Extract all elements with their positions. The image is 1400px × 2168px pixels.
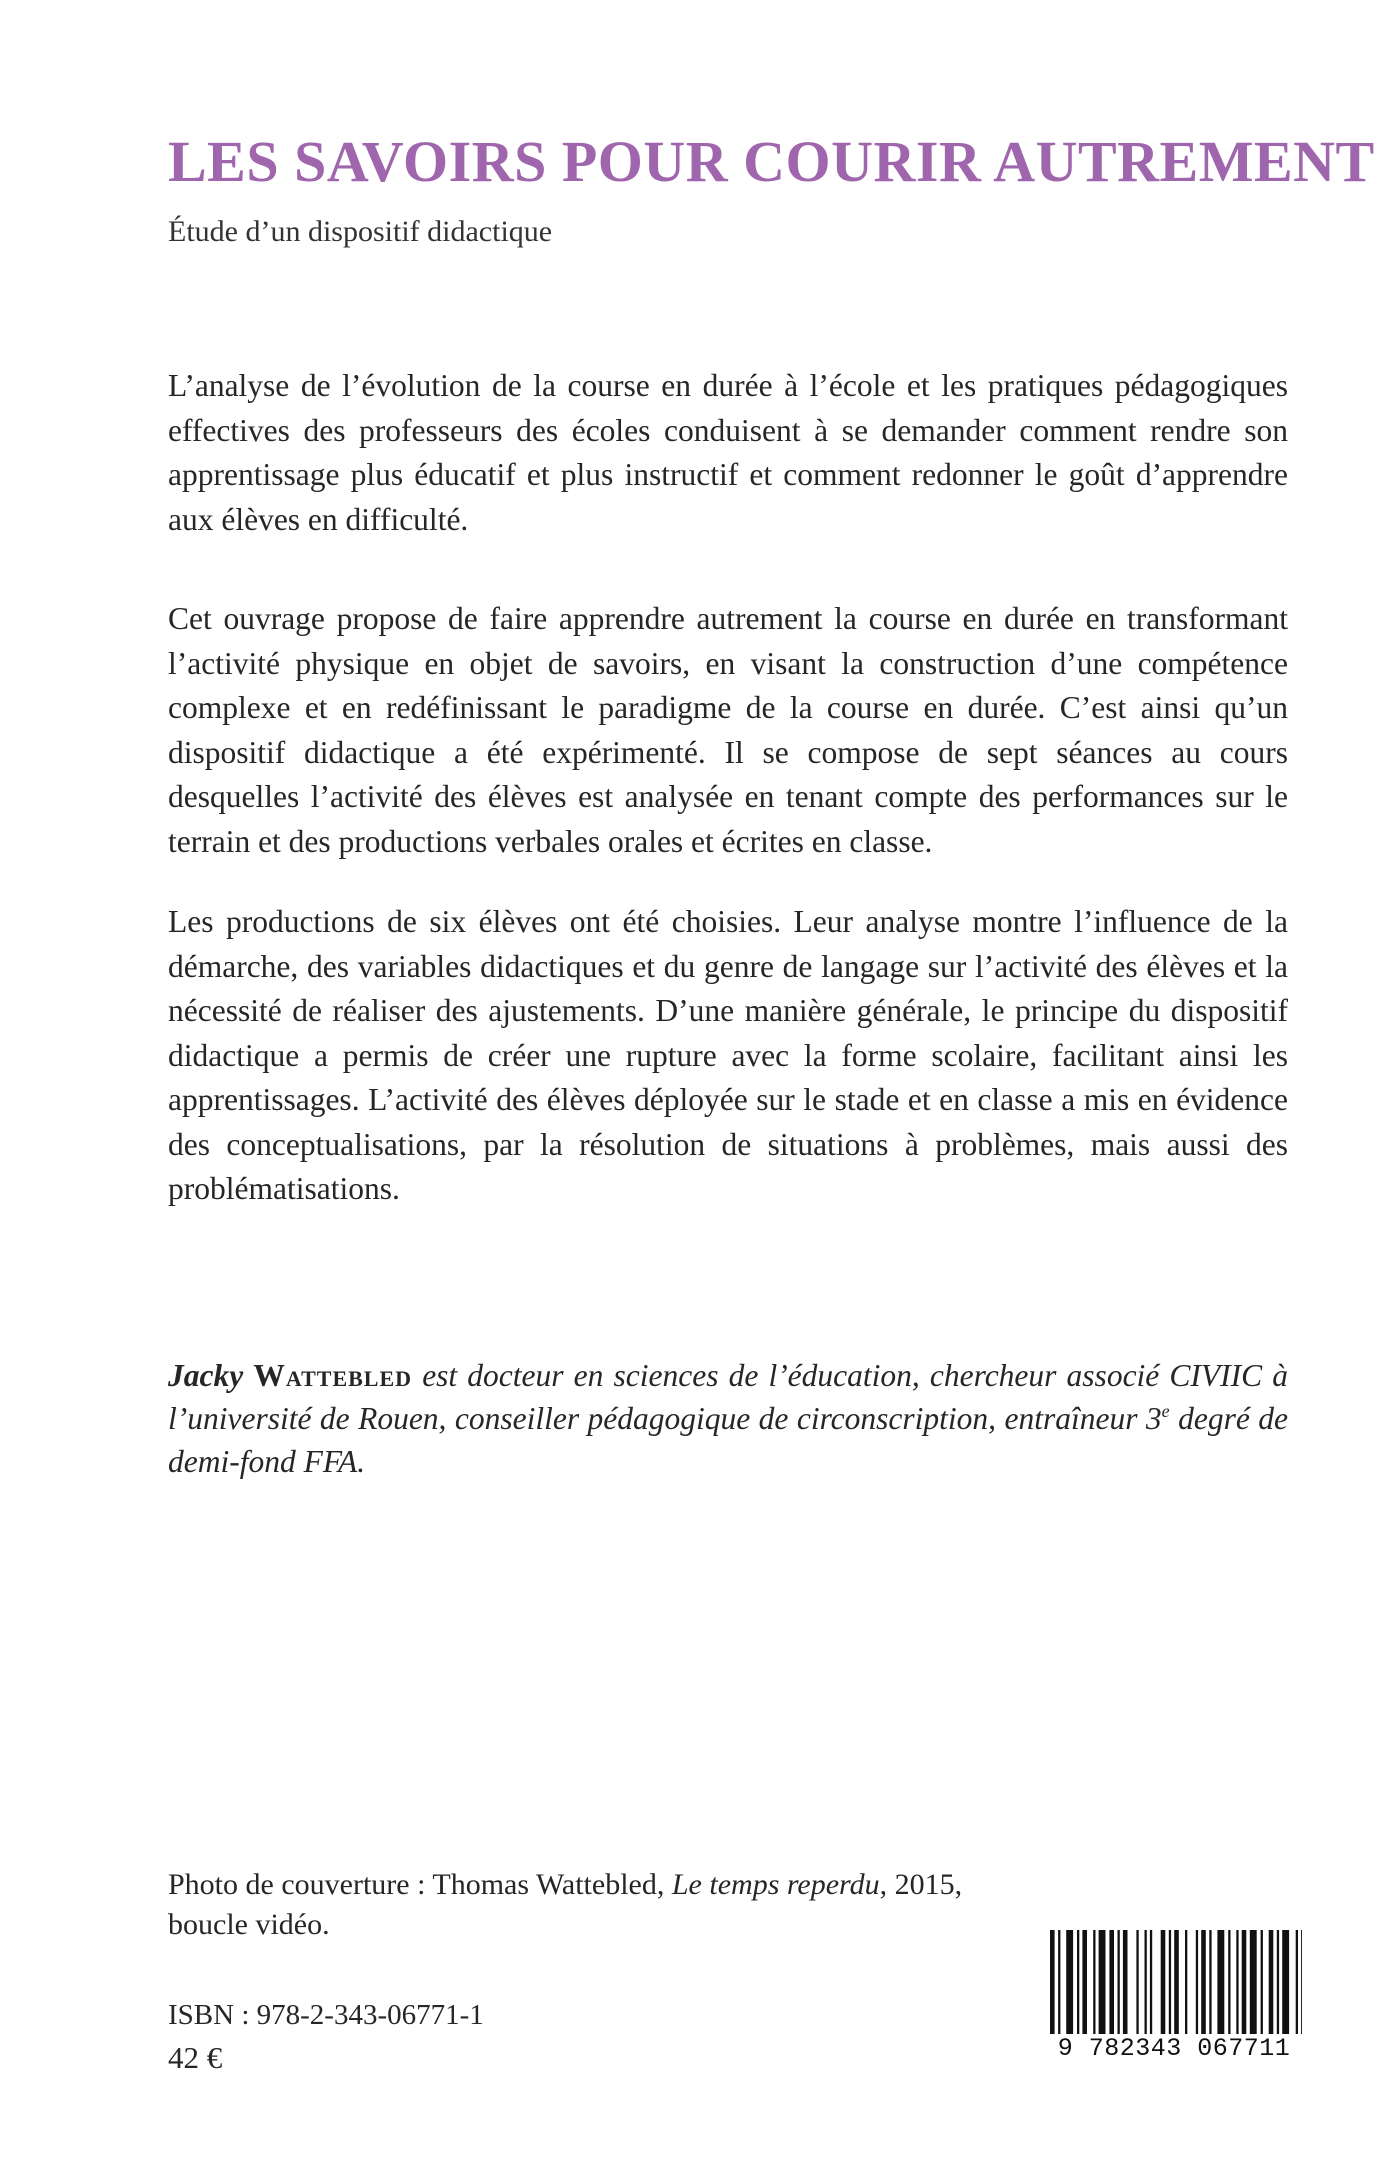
barcode-bar (1296, 1930, 1298, 2034)
barcode-bar (1118, 1930, 1120, 2034)
photo-credit-work-title: Le temps reperdu (671, 1868, 880, 1901)
barcode-bar (1161, 1930, 1166, 2034)
barcode-bar (1236, 1930, 1238, 2034)
barcode-bar (1228, 1930, 1230, 2034)
barcode-bar (1099, 1930, 1106, 2034)
barcode-bar (1196, 1930, 1198, 2034)
barcode-bar (1174, 1930, 1179, 2034)
barcode-bar (1301, 1930, 1302, 2034)
barcode-digits: 9 782343 067711 (1046, 2034, 1302, 2063)
author-bio-text: est docteur en sciences de l’éducation, chercheur associé CIVIIC à l’université de Rouen, conseiller pédagogique de circonscription, entraîneur 3 (168, 1358, 1289, 1436)
barcode-bar (1169, 1930, 1171, 2034)
barcode-bar (1082, 1930, 1087, 2034)
summary-paragraph: Cet ouvrage propose de faire apprendre autrement la course en durée en transformant l’activité physique en objet de savoirs, en visant la construction d’une compétence complexe et en redéfinissant le paradigme de la course en durée. C’est ainsi qu’un dispositif didactique a été expérimenté. Il se compose de sept séances au cours desquelles l’activité des élèves est analysée en tenant compte des performances sur le terrain et des productions verbales orales et écrites en classe. (168, 601, 1288, 859)
barcode-bar (1282, 1930, 1289, 2034)
barcode-bar (1077, 1930, 1079, 2034)
barcode-bar (1058, 1930, 1060, 2034)
barcode-bar (1250, 1930, 1257, 2034)
photo-credit-suffix: , 2015, boucle vidéo. (168, 1868, 963, 1941)
photo-credit (168, 1865, 968, 1945)
barcode-bar (1217, 1930, 1224, 2034)
summary-paragraph: Les productions de six élèves ont été choisies. Leur analyse montre l’influence de la démarche, des variables didactiques et du genre de langage sur l’activité des élèves et la nécessité de réaliser des ajustements. D’une manière générale, le principe du dispositif didactique a permis de créer une rupture avec la forme scolaire, facilitant ainsi les apprentissages. L’activité des élèves déployée sur le stade et en classe a mis en évidence des conceptualisations, par la résolution de situations à problèmes, mais aussi des problématisations. (168, 904, 1288, 1206)
barcode-bar (1093, 1930, 1095, 2034)
barcode-bar (1277, 1930, 1279, 2034)
barcode-bar (1123, 1930, 1128, 2034)
author-last-name: Wattebled (253, 1358, 413, 1393)
barcode-bars (1046, 1930, 1302, 2034)
barcode-bar (1201, 1930, 1206, 2034)
author-bio-text-end: degré de demi-fond FFA. (168, 1401, 1288, 1479)
barcode-bar (1242, 1930, 1247, 2034)
barcode-bar (1145, 1930, 1147, 2034)
book-title: LES SAVOIRS POUR COURIR AUTREMENT (168, 129, 1375, 194)
barcode-bar (1136, 1930, 1138, 2034)
ordinal-superscript: e (1161, 1401, 1170, 1421)
barcode-bar (1150, 1930, 1152, 2034)
price: 42 € (168, 2040, 223, 2075)
barcode-bar (1261, 1930, 1263, 2034)
summary-paragraph: L’analyse de l’évolution de la course en durée à l’école et les pratiques pédagogiques effectives des professeurs des écoles conduisent à se demander comment rendre son apprentissage plus éducatif et plus instructif et comment redonner le goût d’apprendre aux élèves en difficulté. (168, 368, 1288, 537)
barcode-bar (1185, 1930, 1187, 2034)
isbn: ISBN : 978-2-343-06771-1 (168, 1999, 484, 2031)
photo-credit-prefix: Photo de couverture : Thomas Wattebled, (168, 1868, 672, 1901)
barcode-bar (1109, 1930, 1114, 2034)
barcode-bar (1269, 1930, 1274, 2034)
barcode-bar (1209, 1930, 1211, 2034)
author-first-name: Jacky (168, 1358, 244, 1393)
author-bio (168, 1354, 1288, 1483)
barcode-bar (1050, 1930, 1055, 2034)
barcode (1046, 1930, 1302, 2070)
barcode-bar (1066, 1930, 1073, 2034)
book-subtitle: Étude d’un dispositif didactique (168, 215, 553, 248)
